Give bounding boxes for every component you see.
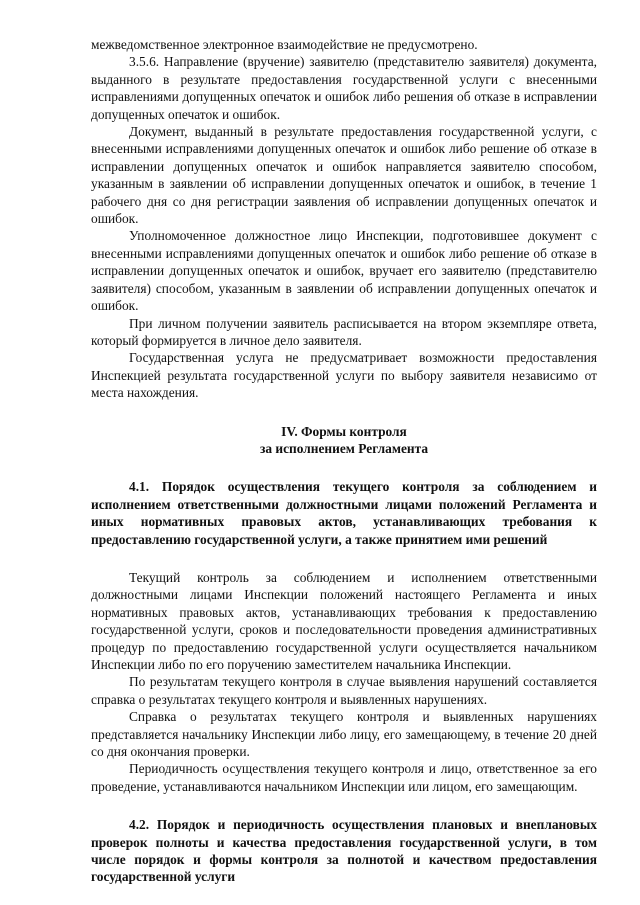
paragraph-official-delivery: Уполномоченное должностное лицо Инспекции, подготовившее документ с внесенными исправлениями допущенных опечаток и ошибок либо решение об отказе в исправлении допущенных опечаток и ошибок, вручает его заявителю (представителю заявителя) способом, указанным в заявлении об исправлении допущенных опечаток и ошибок. <box>91 228 597 314</box>
document-page <box>91 36 597 886</box>
paragraph-service-location: Государственная услуга не предусматривает возможности предоставления Инспекцией результата государственной услуги по выбору заявителя независимо от места нахождения. <box>91 350 597 401</box>
subsection-4-2-title: 4.2. Порядок и периодичность осуществления плановых и внеплановых проверок полноты и качества предоставления государственной услуги, в том числе порядок и формы контроля за полнотой и качеством предоставления государственной услуги <box>91 817 597 885</box>
section-title-line-2: за исполнением Регламента <box>259 440 429 456</box>
paragraph-current-control: Текущий контроль за соблюдением и исполнением ответственными должностными лицами Инспекции положений настоящего Регламента и иных нормативных правовых актов, устанавливающих требования к предоставлению государственной услуги, сроков и последовательности проведения административных процедур по предоставлению государственной услуги осуществляется начальником Инспекции либо по его поручению заместителем начальника Инспекции. <box>91 569 597 672</box>
subsection-4-1-title: 4.1. Порядок осуществления текущего контроля за соблюдением и исполнением ответственными должностными лицами положений Регламента и иных нормативных правовых актов, устанавливающих требования к предоставлению государственной услуги, а также принятием ими решений <box>91 479 597 547</box>
paragraph-personal-receipt: При личном получении заявитель расписывается на втором экземпляре ответа, который формируется в личное дело заявителя. <box>91 315 597 348</box>
section-title-line-1: IV. Формы контроля <box>281 423 407 439</box>
paragraph-3-5-6: 3.5.6. Направление (вручение) заявителю (представителю заявителя) документа, выданного в результате предоставления государственной услуги с внесенными исправлениями допущенных опечаток и ошибок либо решения об отказе в исправлении допущенных опечаток и ошибок. <box>91 54 597 122</box>
paragraph-control-periodicity: Периодичность осуществления текущего контроля и лицо, ответственное за его проведение, устанавливаются начальником Инспекции или лицом, его замещающим. <box>91 761 597 794</box>
paragraph-report-submission: Справка о результатах текущего контроля и выявленных нарушениях представляется начальнику Инспекции либо лицу, его замещающему, в течение 20 дней со дня окончания проверки. <box>91 709 597 760</box>
paragraph-interaction: межведомственное электронное взаимодействие не предусмотрено. <box>91 37 478 52</box>
paragraph-document-delivery: Документ, выданный в результате предоставления государственной услуги, с внесенными исправлениями допущенных опечаток и ошибок либо решение об отказе в исправлении допущенных опечаток и ошибок направляется заявителю способом, указанным в заявлении об исправлении допущенных опечаток и ошибок, в течение 1 рабочего дня со дня регистрации заявления об исправлении допущенных опечаток и ошибок. <box>91 124 597 227</box>
paragraph-control-results: По результатам текущего контроля в случае выявления нарушений составляется справка о результатах текущего контроля и выявленных нарушениях. <box>91 674 597 707</box>
